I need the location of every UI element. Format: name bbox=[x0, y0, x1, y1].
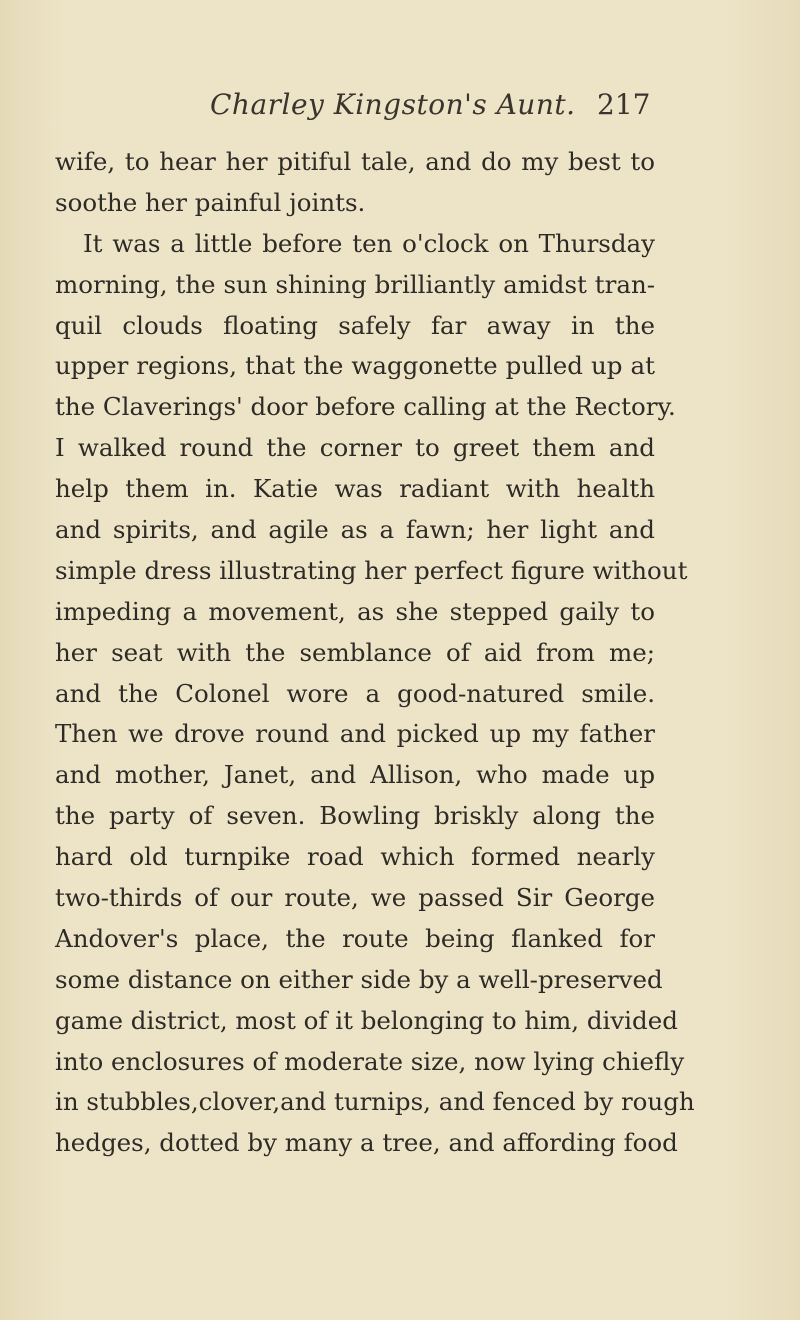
text-line: and spirits, and agile as a fawn; her light and bbox=[55, 515, 655, 545]
text-line: the Claverings' door before calling at the Rectory. bbox=[55, 392, 676, 422]
text-line: I walked round the corner to greet them and bbox=[55, 433, 655, 463]
text-line: wife, to hear her pitiful tale, and do my best to bbox=[55, 147, 655, 176]
text-line: help them in. Katie was radiant with health bbox=[55, 474, 655, 504]
text-line: her seat with the semblance of aid from me; bbox=[55, 637, 655, 667]
text-line: in stubbles,clover,and turnips, and fenced by rough bbox=[55, 1087, 695, 1117]
text-line: and mother, Janet, and Allison, who made up bbox=[55, 760, 655, 790]
text-line: some distance on either side by a well-preserved bbox=[55, 964, 663, 994]
text-line: impeding a movement, as she stepped gaily to bbox=[55, 596, 655, 626]
text-line: into enclosures of moderate size, now lying chiefly bbox=[55, 1046, 685, 1076]
text-line: hedges, dotted by many a tree, and affording food bbox=[55, 1128, 678, 1158]
page-header bbox=[0, 88, 800, 128]
text-line: It was a little before ten o'clock on Thursday bbox=[83, 228, 655, 258]
text-line: morning, the sun shining brilliantly amidst tran- bbox=[55, 269, 655, 299]
text-line: Then we drove round and picked up my father bbox=[55, 719, 655, 749]
text-line: upper regions, that the waggonette pulled up at bbox=[55, 351, 655, 381]
text-line: soothe her painful joints. bbox=[55, 187, 366, 217]
text-line: the party of seven. Bowling briskly along the bbox=[55, 801, 655, 831]
text-line: two-thirds of our route, we passed Sir George bbox=[55, 883, 655, 913]
text-line: quil clouds floating safely far away in the bbox=[55, 310, 655, 340]
running-title: Charley Kingston's Aunt. bbox=[210, 88, 576, 121]
text-line: Andover's place, the route being flanked for bbox=[55, 923, 655, 953]
text-line: simple dress illustrating her perfect figure without bbox=[55, 555, 688, 585]
body-text bbox=[55, 142, 695, 1164]
page-number: 217 bbox=[597, 88, 651, 121]
text-line: and the Colonel wore a good-natured smile. bbox=[55, 678, 655, 708]
text-line: game district, most of it belonging to him, divided bbox=[55, 1005, 678, 1035]
text-line: hard old turnpike road which formed nearly bbox=[55, 842, 655, 872]
